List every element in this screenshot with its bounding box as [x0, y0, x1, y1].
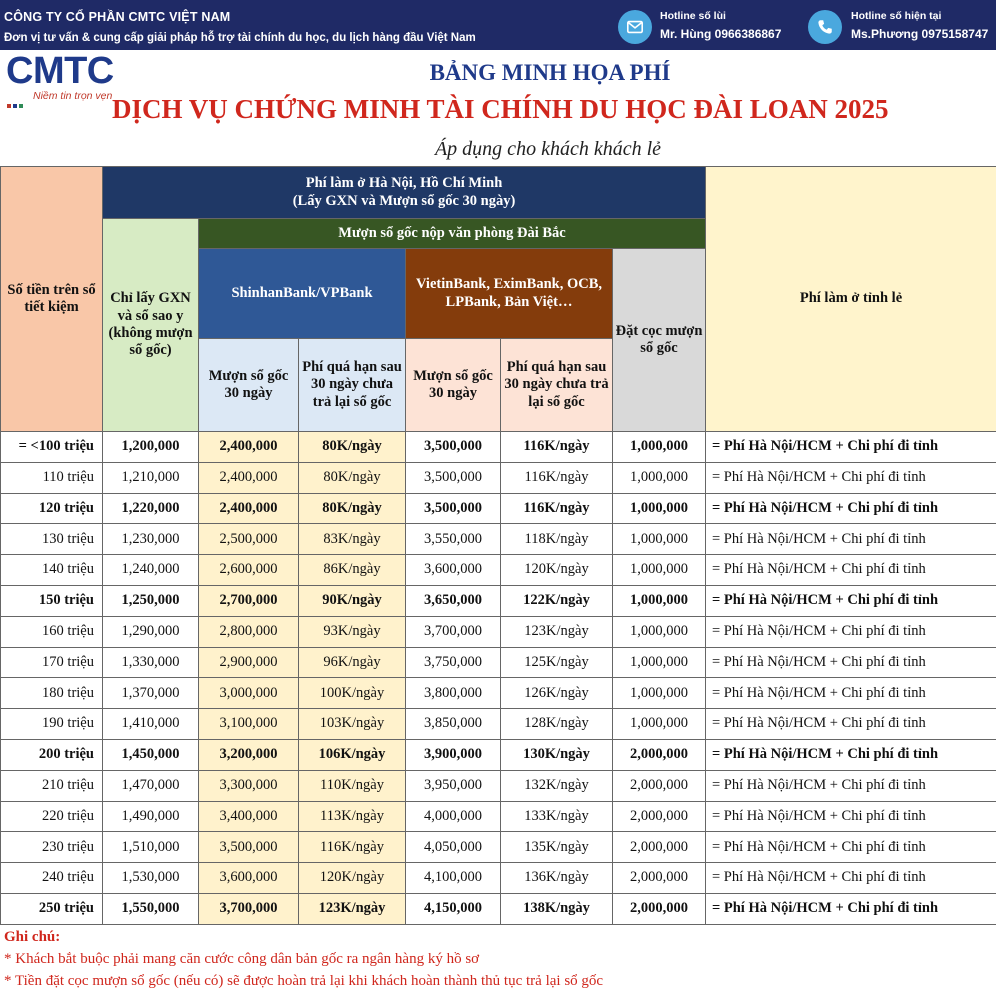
cell-gxn-only: 1,200,000 [103, 432, 199, 463]
page-title: BẢNG MINH HỌA PHÍ [429, 60, 671, 85]
cell-shinhan-overdue: 80K/ngày [299, 432, 406, 463]
header-borrow-office: Mượn sổ gốc nộp văn phòng Đài Bắc [199, 219, 706, 249]
cell-vietin-borrow30: 3,800,000 [406, 678, 501, 709]
cell-vietin-borrow30: 3,500,000 [406, 493, 501, 524]
hotline-backup-label: Hotline số lùi [660, 10, 726, 22]
table-row [1, 893, 996, 924]
cell-deposit: 1,000,000 [613, 585, 706, 616]
cell-vietin-overdue: 133K/ngày [501, 801, 613, 832]
header-shinhan-vpbank: ShinhanBank/VPBank [199, 249, 406, 339]
cell-gxn-only: 1,510,000 [103, 832, 199, 863]
table-row [1, 770, 996, 801]
cell-vietin-overdue: 118K/ngày [501, 524, 613, 555]
cell-shinhan-overdue: 83K/ngày [299, 524, 406, 555]
cell-shinhan-borrow30: 3,300,000 [199, 770, 299, 801]
cell-shinhan-borrow30: 3,000,000 [199, 678, 299, 709]
cell-amount: 250 triệu [1, 893, 103, 924]
cell-deposit: 1,000,000 [613, 432, 706, 463]
table-row [1, 863, 996, 894]
cell-gxn-only: 1,370,000 [103, 678, 199, 709]
cell-deposit: 2,000,000 [613, 801, 706, 832]
mail-icon [618, 10, 652, 44]
phone-icon [808, 10, 842, 44]
cell-vietin-borrow30: 3,950,000 [406, 770, 501, 801]
cell-province: = Phí Hà Nội/HCM + Chi phí đi tỉnh [706, 770, 996, 801]
cell-amount: 140 triệu [1, 555, 103, 586]
cell-gxn-only: 1,210,000 [103, 462, 199, 493]
cell-vietin-borrow30: 3,850,000 [406, 709, 501, 740]
cell-deposit: 1,000,000 [613, 493, 706, 524]
cell-amount: 180 triệu [1, 678, 103, 709]
logo-dots [7, 95, 25, 113]
table-row [1, 647, 996, 678]
cell-province: = Phí Hà Nội/HCM + Chi phí đi tỉnh [706, 739, 996, 770]
note-item: * Khách bắt buộc phải mang căn cước công dân bản gốc ra ngân hàng ký hồ sơ [4, 951, 480, 967]
cell-shinhan-borrow30: 2,400,000 [199, 462, 299, 493]
cell-shinhan-overdue: 80K/ngày [299, 493, 406, 524]
cell-vietin-borrow30: 3,500,000 [406, 462, 501, 493]
company-slogan: Đơn vị tư vấn & cung cấp giải pháp hỗ trợ tài chính du học, du lịch hàng đầu Việt Nam [4, 32, 476, 44]
cell-amount: 240 triệu [1, 863, 103, 894]
header-hn-hcm-line1: Phí làm ở Hà Nội, Hồ Chí Minh [305, 175, 503, 192]
cell-deposit: 1,000,000 [613, 616, 706, 647]
cell-shinhan-borrow30: 2,400,000 [199, 493, 299, 524]
cell-shinhan-borrow30: 2,600,000 [199, 555, 299, 586]
page-subtitle: Áp dụng cho khách khách lẻ [434, 138, 662, 160]
hotline-backup-value[interactable]: Mr. Hùng 0966386867 [660, 27, 782, 41]
cell-shinhan-borrow30: 2,500,000 [199, 524, 299, 555]
notes-title: Ghi chú: [4, 929, 61, 945]
price-table [0, 166, 996, 925]
cell-deposit: 1,000,000 [613, 709, 706, 740]
cell-gxn-only: 1,550,000 [103, 893, 199, 924]
cell-vietin-overdue: 116K/ngày [501, 432, 613, 463]
cell-province: = Phí Hà Nội/HCM + Chi phí đi tỉnh [706, 832, 996, 863]
cell-vietin-borrow30: 3,900,000 [406, 739, 501, 770]
cell-shinhan-borrow30: 3,500,000 [199, 832, 299, 863]
cell-vietin-borrow30: 3,550,000 [406, 524, 501, 555]
cell-gxn-only: 1,290,000 [103, 616, 199, 647]
cell-gxn-only: 1,530,000 [103, 863, 199, 894]
cell-deposit: 2,000,000 [613, 739, 706, 770]
cell-deposit: 1,000,000 [613, 678, 706, 709]
table-row [1, 616, 996, 647]
cell-deposit: 1,000,000 [613, 524, 706, 555]
cell-vietin-overdue: 116K/ngày [501, 493, 613, 524]
notes [4, 926, 603, 992]
cell-shinhan-borrow30: 3,700,000 [199, 893, 299, 924]
table-row [1, 801, 996, 832]
cell-vietin-overdue: 120K/ngày [501, 555, 613, 586]
cell-vietin-borrow30: 3,650,000 [406, 585, 501, 616]
cell-vietin-overdue: 128K/ngày [501, 709, 613, 740]
cell-shinhan-overdue: 110K/ngày [299, 770, 406, 801]
header-vietin-borrow30: Mượn sổ gốc 30 ngày [406, 339, 501, 432]
cell-province: = Phí Hà Nội/HCM + Chi phí đi tỉnh [706, 432, 996, 463]
cell-vietin-overdue: 136K/ngày [501, 863, 613, 894]
table-row [1, 524, 996, 555]
header-vietin-group: VietinBank, EximBank, OCB, LPBank, Bản Việt… [406, 249, 613, 339]
cell-vietin-overdue: 132K/ngày [501, 770, 613, 801]
cell-vietin-borrow30: 4,050,000 [406, 832, 501, 863]
cell-province: = Phí Hà Nội/HCM + Chi phí đi tỉnh [706, 524, 996, 555]
header-hn-hcm-line2: (Lấy GXN và Mượn sổ gốc 30 ngày) [292, 192, 516, 209]
table-row [1, 739, 996, 770]
cell-deposit: 2,000,000 [613, 832, 706, 863]
cell-shinhan-overdue: 90K/ngày [299, 585, 406, 616]
cell-shinhan-overdue: 106K/ngày [299, 739, 406, 770]
hotline-current-label: Hotline số hiện tại [851, 10, 942, 22]
cell-amount: 230 triệu [1, 832, 103, 863]
cell-vietin-overdue: 138K/ngày [501, 893, 613, 924]
cell-shinhan-borrow30: 2,800,000 [199, 616, 299, 647]
cell-vietin-borrow30: 4,100,000 [406, 863, 501, 894]
cell-amount: 160 triệu [1, 616, 103, 647]
cell-amount: 220 triệu [1, 801, 103, 832]
cell-vietin-borrow30: 3,600,000 [406, 555, 501, 586]
cell-shinhan-overdue: 120K/ngày [299, 863, 406, 894]
cell-vietin-overdue: 130K/ngày [501, 739, 613, 770]
table-row [1, 462, 996, 493]
cell-deposit: 2,000,000 [613, 893, 706, 924]
cell-shinhan-overdue: 116K/ngày [299, 832, 406, 863]
table-row [1, 832, 996, 863]
hotline-current-value[interactable]: Ms.Phương 0975158747 [851, 27, 989, 41]
cell-province: = Phí Hà Nội/HCM + Chi phí đi tỉnh [706, 585, 996, 616]
cell-gxn-only: 1,470,000 [103, 770, 199, 801]
cell-gxn-only: 1,220,000 [103, 493, 199, 524]
cell-province: = Phí Hà Nội/HCM + Chi phí đi tỉnh [706, 462, 996, 493]
cell-province: = Phí Hà Nội/HCM + Chi phí đi tỉnh [706, 555, 996, 586]
cell-vietin-overdue: 116K/ngày [501, 462, 613, 493]
cell-shinhan-borrow30: 2,700,000 [199, 585, 299, 616]
cell-amount: = <100 triệu [1, 432, 103, 463]
header-hn-hcm [103, 167, 706, 219]
cell-province: = Phí Hà Nội/HCM + Chi phí đi tỉnh [706, 709, 996, 740]
top-banner [0, 0, 996, 50]
cell-province: = Phí Hà Nội/HCM + Chi phí đi tỉnh [706, 647, 996, 678]
cell-vietin-borrow30: 4,000,000 [406, 801, 501, 832]
table-row [1, 432, 996, 463]
cell-deposit: 1,000,000 [613, 462, 706, 493]
cell-shinhan-overdue: 103K/ngày [299, 709, 406, 740]
cell-vietin-overdue: 122K/ngày [501, 585, 613, 616]
cell-vietin-overdue: 126K/ngày [501, 678, 613, 709]
cell-shinhan-borrow30: 2,400,000 [199, 432, 299, 463]
cell-shinhan-overdue: 93K/ngày [299, 616, 406, 647]
cell-vietin-overdue: 123K/ngày [501, 616, 613, 647]
company-name: CÔNG TY CỔ PHẦN CMTC VIỆT NAM [4, 10, 231, 24]
cell-vietin-borrow30: 3,750,000 [406, 647, 501, 678]
header-province: Phí làm ở tỉnh lẻ [706, 167, 996, 432]
cell-province: = Phí Hà Nội/HCM + Chi phí đi tỉnh [706, 801, 996, 832]
price-rows [1, 432, 996, 925]
cell-amount: 190 triệu [1, 709, 103, 740]
cell-vietin-borrow30: 3,700,000 [406, 616, 501, 647]
header-deposit: Đặt cọc mượn sổ gốc [613, 249, 706, 432]
cell-amount: 150 triệu [1, 585, 103, 616]
header-vietin-overdue: Phí quá hạn sau 30 ngày chưa trả lại sổ gốc [501, 339, 613, 432]
cell-province: = Phí Hà Nội/HCM + Chi phí đi tỉnh [706, 678, 996, 709]
cell-shinhan-overdue: 80K/ngày [299, 462, 406, 493]
table-row [1, 493, 996, 524]
cell-amount: 130 triệu [1, 524, 103, 555]
cell-gxn-only: 1,410,000 [103, 709, 199, 740]
table-row [1, 555, 996, 586]
cell-shinhan-borrow30: 3,100,000 [199, 709, 299, 740]
table-row [1, 585, 996, 616]
cell-shinhan-borrow30: 3,200,000 [199, 739, 299, 770]
cell-deposit: 1,000,000 [613, 647, 706, 678]
cell-amount: 110 triệu [1, 462, 103, 493]
cell-gxn-only: 1,450,000 [103, 739, 199, 770]
cell-shinhan-borrow30: 2,900,000 [199, 647, 299, 678]
cell-deposit: 2,000,000 [613, 863, 706, 894]
cmtc-logo: CMTC [6, 50, 114, 92]
cell-gxn-only: 1,250,000 [103, 585, 199, 616]
cell-shinhan-overdue: 113K/ngày [299, 801, 406, 832]
logo-tagline: Niềm tin trọn vẹn [33, 90, 113, 102]
cell-amount: 210 triệu [1, 770, 103, 801]
cell-shinhan-borrow30: 3,400,000 [199, 801, 299, 832]
cell-vietin-overdue: 135K/ngày [501, 832, 613, 863]
cell-gxn-only: 1,230,000 [103, 524, 199, 555]
cell-deposit: 2,000,000 [613, 770, 706, 801]
cell-shinhan-overdue: 100K/ngày [299, 678, 406, 709]
cell-gxn-only: 1,240,000 [103, 555, 199, 586]
cell-gxn-only: 1,490,000 [103, 801, 199, 832]
cell-vietin-overdue: 125K/ngày [501, 647, 613, 678]
cell-shinhan-overdue: 96K/ngày [299, 647, 406, 678]
cell-vietin-borrow30: 4,150,000 [406, 893, 501, 924]
cell-vietin-borrow30: 3,500,000 [406, 432, 501, 463]
cell-amount: 120 triệu [1, 493, 103, 524]
service-title: DỊCH VỤ CHỨNG MINH TÀI CHÍNH DU HỌC ĐÀI LOAN 2025 [112, 94, 889, 124]
table-row [1, 709, 996, 740]
cell-shinhan-overdue: 123K/ngày [299, 893, 406, 924]
cell-deposit: 1,000,000 [613, 555, 706, 586]
cell-shinhan-overdue: 86K/ngày [299, 555, 406, 586]
cell-province: = Phí Hà Nội/HCM + Chi phí đi tỉnh [706, 863, 996, 894]
header-amount: Số tiền trên sổ tiết kiệm [1, 167, 103, 432]
cell-province: = Phí Hà Nội/HCM + Chi phí đi tỉnh [706, 493, 996, 524]
cell-province: = Phí Hà Nội/HCM + Chi phí đi tỉnh [706, 893, 996, 924]
cell-gxn-only: 1,330,000 [103, 647, 199, 678]
table-row [1, 678, 996, 709]
header-shinhan-overdue: Phí quá hạn sau 30 ngày chưa trả lại sổ gốc [299, 339, 406, 432]
cell-amount: 170 triệu [1, 647, 103, 678]
header-shinhan-borrow30: Mượn sổ gốc 30 ngày [199, 339, 299, 432]
cell-shinhan-borrow30: 3,600,000 [199, 863, 299, 894]
header-gxn-only: Chỉ lấy GXN và sổ sao y (không mượn sổ gốc) [103, 219, 199, 432]
note-item: * Tiền đặt cọc mượn sổ gốc (nếu có) sẽ được hoàn trả lại khi khách hoàn thành thủ tục trả lại sổ gốc [4, 973, 604, 989]
cell-province: = Phí Hà Nội/HCM + Chi phí đi tỉnh [706, 616, 996, 647]
cell-amount: 200 triệu [1, 739, 103, 770]
